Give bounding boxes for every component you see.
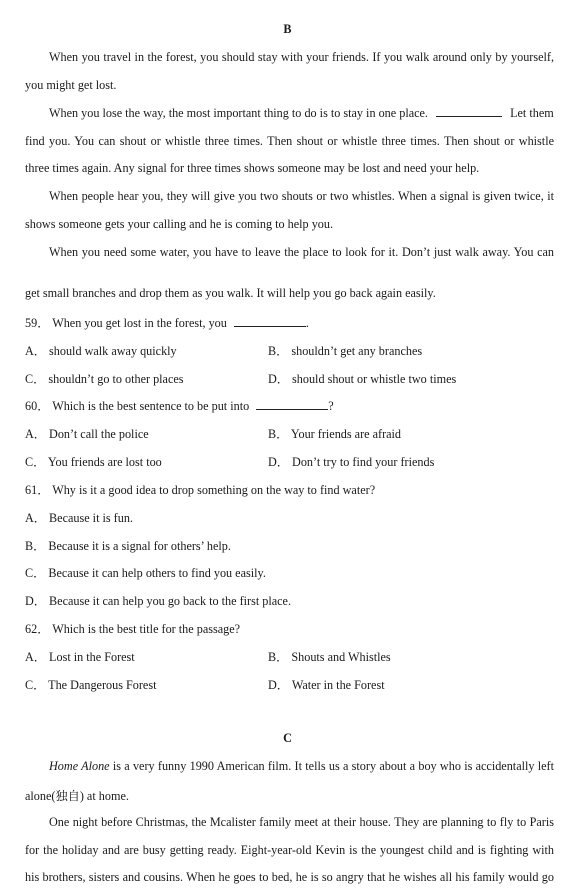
question-60-option-a: A． Don’t call the police [25,427,149,441]
question-62-option-c: C． The Dangerous Forest [25,678,157,692]
question-59-option-b: B． shouldn’t get any branches [268,344,423,358]
question-59-option-d: D． should shout or whistle two times [268,372,457,386]
question-60-option-b: B． Your friends are afraid [268,427,402,441]
passage-b-p4-line1: When you need some water, you have to leave the place to look for it. Don’t just walk away. You can [49,245,554,259]
answer-blank-60 [436,106,502,117]
question-60-end: ? [328,399,334,413]
question-61-option-a: A． Because it is fun. [25,511,133,525]
passage-c-p1-line1-text: is a very funny 1990 American film. It tells us a story about a boy who is accidentally left [109,759,554,773]
question-62-stem: 62． Which is the best title for the passage? [25,622,241,636]
passage-c-p2-line2: for the holiday and are busy getting ready. Eight-year-old Kevin is the youngest child and is fighting with [25,843,554,857]
passage-b-p1-line2: you might get lost. [25,78,117,92]
passage-c-p1-line2: alone(独自) at home. [25,789,129,803]
section-b-heading: B [283,22,292,36]
question-61-option-d: D． Because it can help you go back to the first place. [25,594,292,608]
passage-b-p3-line2: shows someone gets your calling and he is coming to help you. [25,217,334,231]
question-62-option-d: D． Water in the Forest [268,678,385,692]
passage-b-p2-line2: find you. You can shout or whistle three times. Then shout or whistle three times. Then shout or whistle [25,134,554,148]
question-60-option-d: D． Don’t try to find your friends [268,455,435,469]
question-59-option-a: A． should walk away quickly [25,344,177,358]
question-62-option-a: A． Lost in the Forest [25,650,135,664]
question-59-text: 59． When you get lost in the forest, you [25,316,227,330]
question-60-option-c: C． You friends are lost too [25,455,162,469]
passage-c-p1-line1 [49,759,554,774]
passage-b-p4-line2: get small branches and drop them as you walk. It will help you go back again easily. [25,286,436,300]
question-61-option-c: C． Because it can help others to find you easily. [25,566,266,580]
passage-b-p2-line1 [49,106,554,121]
question-60-stem [25,397,334,414]
question-62-option-b: B． Shouts and Whistles [268,650,391,664]
passage-b-p2-line3: three times again. Any signal for three times shows someone may be lost and need your help. [25,161,480,175]
passage-c-p2-line3: his brothers, sisters and cousins. When he goes to bed, he is so angry that he wishes all his family would go [25,870,554,884]
question-59-option-c: C． shouldn’t go to other places [25,372,184,386]
section-c-heading: C [283,731,292,745]
film-title: Home Alone [49,759,110,773]
passage-b-p2-line1-tail: Let them [510,106,554,120]
question-61-option-b: B． Because it is a signal for others’ help. [25,539,231,553]
question-59-end: . [305,316,309,330]
question-59-stem [25,314,309,331]
question-61-stem: 61． Why is it a good idea to drop something on the way to find water? [25,483,376,497]
question-60-text: 60． Which is the best sentence to be put into [25,399,250,413]
passage-b-p1-line1: When you travel in the forest, you should stay with your friends. If you walk around only by yourself, [49,50,554,64]
passage-c-p2-line1: One night before Christmas, the Mcalister family meet at their house. They are planning to fly to Paris [49,815,554,829]
passage-b-p2-line1-text: When you lose the way, the most important thing to do is to stay in one place. [49,106,428,120]
answer-blank-59 [234,316,306,327]
answer-blank-60-stem [256,399,328,410]
passage-b-p3-line1: When people hear you, they will give you two shouts or two whistles. When a signal is given twice, it [49,189,554,203]
